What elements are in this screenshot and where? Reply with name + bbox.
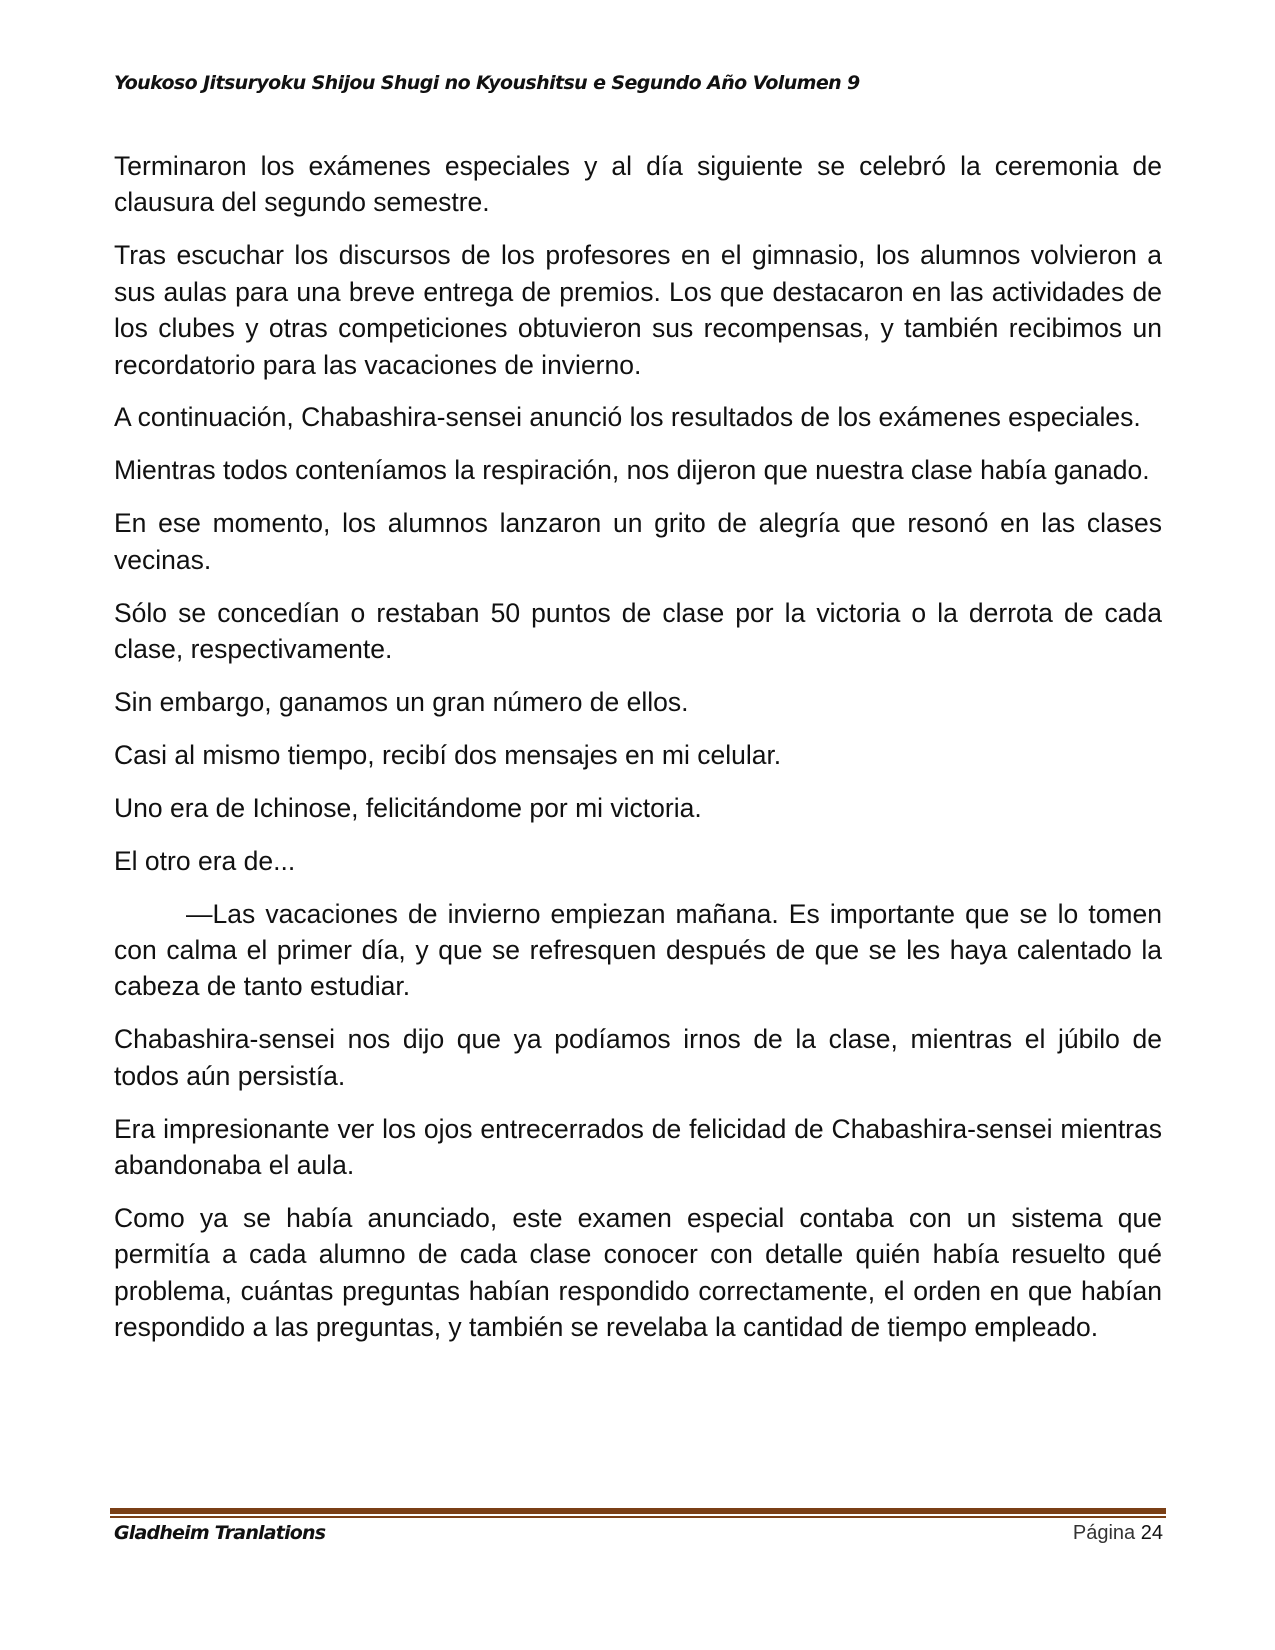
- paragraph: Sólo se concedían o restaban 50 puntos de clase por la victoria o la derrota de cada clase, respectivamente.: [114, 597, 1162, 664]
- paragraph: En ese momento, los alumnos lanzaron un grito de alegría que resonó en las clases vecinas.: [114, 508, 1162, 575]
- page-label: Página: [1072, 1522, 1136, 1544]
- page-number-label: [1073, 1522, 1163, 1545]
- paragraph: Uno era de Ichinose, felicitándome por mi victoria.: [114, 792, 702, 823]
- body-text: [114, 148, 1162, 1362]
- paragraph: A continuación, Chabashira-sensei anunció los resultados de los exámenes especiales.: [114, 402, 1141, 433]
- paragraph: Era impresionante ver los ojos entrecerrados de felicidad de Chabashira-sensei mientras abandonaba el aula.: [114, 1113, 1162, 1180]
- paragraph: Sin embargo, ganamos un gran número de ellos.: [114, 686, 689, 717]
- running-header: Youkoso Jitsuryoku Shijou Shugi no Kyoushitsu e Segundo Año Volumen 9: [114, 72, 860, 94]
- paragraph: Tras escuchar los discursos de los profesores en el gimnasio, los alumnos volvieron a sus aulas para una breve entrega de premios. Los que destacaron en las actividades de los clubes y otras competiciones obtuvieron sus recompensas, y también recibimos un recordatorio para las vacaciones de invierno.: [114, 240, 1162, 380]
- footer-rule-thin: [110, 1516, 1166, 1518]
- paragraph: Como ya se había anunciado, este examen especial contaba con un sistema que permitía a cada alumno de cada clase conocer con detalle quién había resuelto qué problema, cuántas preguntas habían respondido correctamente, el orden en que habían respondido a las preguntas, y también se revelaba la cantidad de tiempo empleado.: [114, 1202, 1162, 1343]
- dialogue-paragraph: —Las vacaciones de invierno empiezan mañana. Es importante que se lo tomen con calma el primer día, y que se refresquen después de que se les haya calentado la cabeza de tanto estudiar.: [114, 898, 1162, 1002]
- paragraph: Casi al mismo tiempo, recibí dos mensajes en mi celular.: [114, 739, 782, 770]
- paragraph: Chabashira-sensei nos dijo que ya podíamos irnos de la clase, mientras el júbilo de todos aún persistía.: [114, 1024, 1162, 1091]
- paragraph: Mientras todos conteníamos la respiración, nos dijeron que nuestra clase había ganado.: [114, 455, 1150, 486]
- footer-rule-thick: [110, 1508, 1166, 1514]
- footer-credit: Gladheim Tranlations: [114, 1522, 326, 1544]
- page-number: 24: [1140, 1522, 1163, 1544]
- paragraph: Terminaron los exámenes especiales y al día siguiente se celebró la ceremonia de clausura del segundo semestre.: [114, 151, 1162, 218]
- paragraph: El otro era de...: [114, 845, 296, 876]
